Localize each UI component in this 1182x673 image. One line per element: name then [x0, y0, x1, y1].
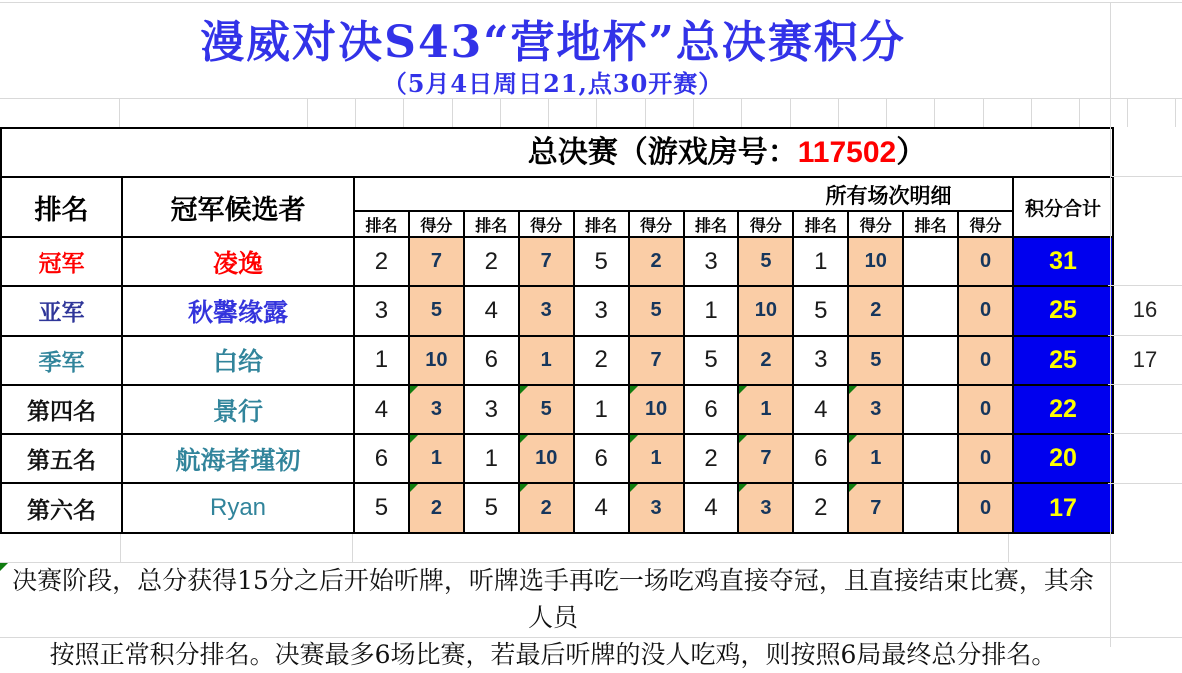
- page-subtitle: （5月4日周日21,点30开赛）: [382, 69, 724, 98]
- game-rank-cell: 2: [353, 238, 408, 285]
- cell-flag-triangle: [739, 484, 747, 492]
- game-score-cell: 1: [518, 337, 573, 384]
- game-rank-cell: [902, 337, 957, 384]
- rank-label-cell: 第四名: [27, 398, 96, 426]
- gridline: [0, 562, 1182, 563]
- game-rank-cell: 2: [792, 484, 847, 531]
- game-score-cell: 2: [737, 337, 792, 384]
- game-rank-cell: 6: [353, 435, 408, 482]
- game-score-cell: 2: [847, 287, 902, 334]
- game-score-cell: 3: [737, 484, 792, 531]
- game-rank-cell: 5: [573, 238, 628, 285]
- game-score-cell: 10: [408, 337, 463, 384]
- gridline: [934, 98, 935, 127]
- game-rank-cell: 3: [683, 238, 738, 285]
- gridline: [1108, 335, 1182, 336]
- game-score-cell: 2: [628, 238, 683, 285]
- gridline: [1175, 98, 1176, 127]
- player-name-cell: Ryan: [121, 484, 353, 531]
- cell-flag-triangle: [410, 386, 418, 394]
- game-score-cell: 3: [408, 386, 463, 433]
- cell-flag-triangle: [739, 435, 747, 443]
- gridline: [1110, 2, 1111, 647]
- game-rank-cell: 5: [683, 337, 738, 384]
- game-rank-cell: 6: [463, 337, 518, 384]
- game-score-cell: 3: [847, 386, 902, 433]
- subheader-score: 得分: [737, 212, 792, 236]
- game-rank-cell: 1: [573, 386, 628, 433]
- game-rank-cell: 5: [463, 484, 518, 531]
- gridline: [352, 534, 353, 562]
- game-rank-cell: 4: [792, 386, 847, 433]
- total-score-cell: 25: [1012, 337, 1112, 384]
- col-header-candidate: 冠军候选者: [121, 178, 353, 236]
- game-score-cell: 3: [518, 287, 573, 334]
- table-row: [2, 433, 1112, 482]
- game-score-cell: 10: [847, 238, 902, 285]
- col-header-rank: 排名: [34, 194, 89, 226]
- cell-flag-triangle: [520, 435, 528, 443]
- gridline: [548, 98, 549, 127]
- game-rank-cell: 4: [463, 287, 518, 334]
- gridline: [1008, 534, 1009, 562]
- game-rank-cell: [902, 484, 957, 531]
- game-score-cell: 2: [408, 484, 463, 531]
- cell-flag-triangle: [0, 563, 8, 571]
- gridline: [1108, 384, 1182, 385]
- cell-flag-triangle: [410, 484, 418, 492]
- subheader-rank: 排名: [902, 212, 957, 236]
- gridline: [645, 98, 646, 127]
- game-rank-cell: 2: [683, 435, 738, 482]
- game-score-cell: 7: [737, 435, 792, 482]
- total-score-cell: 17: [1012, 484, 1112, 531]
- total-score-cell: 20: [1012, 435, 1112, 482]
- game-rank-cell: 5: [792, 287, 847, 334]
- game-rank-cell: 5: [353, 484, 408, 531]
- gridline: [500, 98, 501, 127]
- game-rank-cell: 1: [683, 287, 738, 334]
- game-rank-cell: [902, 386, 957, 433]
- game-score-cell: 1: [408, 435, 463, 482]
- gridline: [1079, 98, 1080, 127]
- rank-label-cell: 第六名: [27, 496, 96, 524]
- cell-flag-triangle: [739, 386, 747, 394]
- player-name-cell: 景行: [121, 386, 353, 433]
- game-rank-cell: 2: [463, 238, 518, 285]
- cell-flag-triangle: [849, 484, 857, 492]
- total-score-cell: 25: [1012, 287, 1112, 334]
- game-rank-cell: 4: [683, 484, 738, 531]
- footer-note-line2: 按照正常积分排名。决赛最多6场比赛，若最后听牌的没人吃鸡，则按照6局最终总分排名。: [49, 640, 1057, 669]
- gridline: [0, 2, 1182, 3]
- side-note-value: 16: [1132, 297, 1158, 323]
- gridline: [307, 98, 308, 127]
- gridline: [452, 98, 453, 127]
- game-rank-cell: 6: [683, 386, 738, 433]
- gridline: [1108, 483, 1182, 484]
- game-rank-cell: 6: [792, 435, 847, 482]
- game-score-cell: 0: [957, 337, 1012, 384]
- game-score-cell: 10: [737, 287, 792, 334]
- total-score-cell: 31: [1012, 238, 1112, 285]
- table-row: [2, 335, 1112, 384]
- cell-flag-triangle: [630, 386, 638, 394]
- gridline: [983, 98, 984, 127]
- cell-flag-triangle: [849, 435, 857, 443]
- game-score-cell: 5: [737, 238, 792, 285]
- game-rank-cell: [902, 287, 957, 334]
- game-rank-cell: 6: [573, 435, 628, 482]
- player-name-cell: 白给: [121, 337, 353, 384]
- gridline: [741, 98, 742, 127]
- subheader-rank: 排名: [792, 212, 847, 236]
- game-rank-cell: [902, 238, 957, 285]
- gridline: [790, 98, 791, 127]
- game-rank-cell: 2: [573, 337, 628, 384]
- game-score-cell: 1: [737, 386, 792, 433]
- details-header-cell: [355, 178, 1012, 210]
- game-score-cell: 5: [518, 386, 573, 433]
- game-score-cell: 0: [957, 484, 1012, 531]
- game-score-cell: 0: [957, 287, 1012, 334]
- footer-note-line1: 决赛阶段，总分获得15分之后开始听牌，听牌选手再吃一场吃鸡直接夺冠，且直接结束比赛，其余人员: [12, 566, 1094, 632]
- footer-note: [0, 562, 1106, 673]
- cell-flag-triangle: [630, 435, 638, 443]
- game-rank-cell: 4: [573, 484, 628, 531]
- table-row: [2, 384, 1112, 433]
- total-score-cell: 22: [1012, 386, 1112, 433]
- gridline: [596, 98, 597, 127]
- game-rank-cell: 3: [573, 287, 628, 334]
- subheader-score: 得分: [628, 212, 683, 236]
- col-header-total: 积分合计: [1012, 178, 1112, 236]
- game-rank-cell: 3: [792, 337, 847, 384]
- game-score-cell: 1: [847, 435, 902, 482]
- game-score-cell: 5: [847, 337, 902, 384]
- game-rank-cell: 4: [353, 386, 408, 433]
- rank-label-cell: 冠军: [38, 250, 85, 278]
- game-rank-cell: 1: [792, 238, 847, 285]
- game-score-cell: 7: [518, 238, 573, 285]
- standings-rows: [2, 236, 1112, 532]
- gridline: [886, 98, 887, 127]
- gridline: [403, 98, 404, 127]
- player-name-cell: 凌逸: [121, 238, 353, 285]
- gridline: [0, 98, 1182, 99]
- game-score-cell: 3: [628, 484, 683, 531]
- gridline: [693, 98, 694, 127]
- room-header-row: [2, 129, 1112, 176]
- game-score-cell: 0: [957, 386, 1012, 433]
- game-score-cell: 5: [628, 287, 683, 334]
- game-rank-cell: 1: [463, 435, 518, 482]
- gridline: [0, 637, 1182, 638]
- side-note-value: 17: [1132, 346, 1158, 372]
- game-score-cell: 7: [847, 484, 902, 531]
- gridline: [120, 534, 121, 562]
- game-rank-cell: 3: [353, 287, 408, 334]
- game-rank-cell: 3: [463, 386, 518, 433]
- room-header-prefix: 总决赛（游戏房号：: [527, 135, 798, 170]
- gridline: [1110, 176, 1182, 177]
- gridline: [1108, 433, 1182, 434]
- rank-label-cell: 季军: [38, 348, 85, 376]
- subheader-score: 得分: [518, 212, 573, 236]
- cell-flag-triangle: [520, 484, 528, 492]
- game-rank-cell: 1: [353, 337, 408, 384]
- game-score-cell: 1: [628, 435, 683, 482]
- table-row: [2, 285, 1112, 334]
- col-header-details-band: [353, 178, 1012, 236]
- game-score-cell: 7: [628, 337, 683, 384]
- gridline: [1108, 285, 1182, 286]
- gridline: [838, 98, 839, 127]
- player-name-cell: 航海者瑾初: [121, 435, 353, 482]
- room-header-suffix: ）: [896, 135, 927, 170]
- cell-flag-triangle: [410, 435, 418, 443]
- gridline: [1127, 98, 1128, 127]
- game-score-cell: 10: [628, 386, 683, 433]
- subheader-row: [355, 210, 1012, 236]
- cell-flag-triangle: [630, 484, 638, 492]
- subheader-rank: 排名: [683, 212, 738, 236]
- game-score-cell: 0: [957, 435, 1012, 482]
- room-header: [342, 129, 1112, 176]
- player-name-cell: 秋馨缘露: [121, 287, 353, 334]
- game-score-cell: 10: [518, 435, 573, 482]
- game-rank-cell: [902, 435, 957, 482]
- subheader-rank: 排名: [573, 212, 628, 236]
- gridline: [1031, 98, 1032, 127]
- gridline: [119, 98, 120, 127]
- subheader-score: 得分: [408, 212, 463, 236]
- column-header-row: [2, 176, 1112, 236]
- game-score-cell: 7: [408, 238, 463, 285]
- game-score-cell: 0: [957, 238, 1012, 285]
- subheader-rank: 排名: [463, 212, 518, 236]
- page-title: 漫威对决S43“营地杯”总决赛积分: [200, 17, 906, 68]
- cell-flag-triangle: [520, 386, 528, 394]
- subheader-rank: 排名: [365, 215, 398, 235]
- table-row: [2, 236, 1112, 285]
- room-number: 117502: [797, 136, 897, 169]
- cell-flag-triangle: [849, 386, 857, 394]
- game-score-cell: 2: [518, 484, 573, 531]
- table-row: [2, 482, 1112, 531]
- subheader-score: 得分: [847, 212, 902, 236]
- rank-label-cell: 亚军: [38, 299, 85, 327]
- subheader-score: 得分: [957, 212, 1012, 236]
- col-header-details: 所有场次明细: [825, 183, 952, 208]
- gridline: [355, 98, 356, 127]
- standings-table: [0, 127, 1114, 534]
- rank-label-cell: 第五名: [27, 447, 96, 475]
- game-score-cell: 5: [408, 287, 463, 334]
